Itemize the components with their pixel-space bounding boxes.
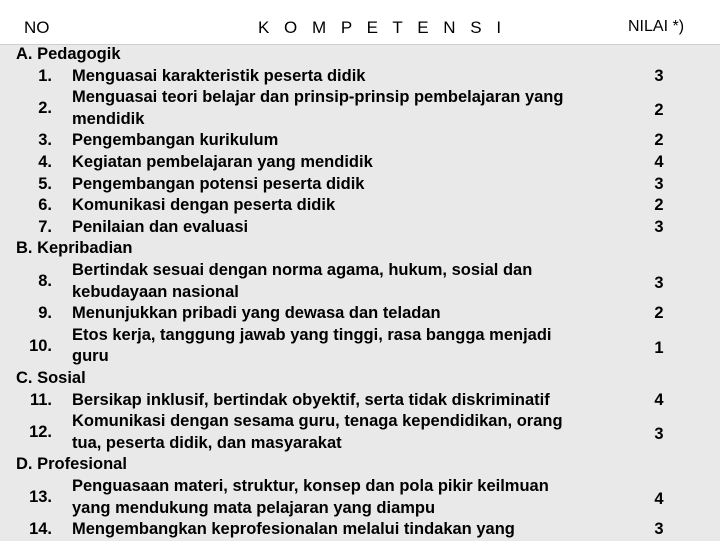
- competency-text: Bertindak sesuai dengan norma agama, hukum, sosial dan: [72, 261, 533, 279]
- header-kompetensi: K O M P E T E N S I: [258, 18, 507, 37]
- competency-text: yang mendukung mata pelajaran yang diampu: [72, 498, 436, 517]
- competency-text: Menguasai karakteristik peserta didik: [72, 66, 366, 85]
- nilai-value: 1: [654, 338, 664, 357]
- nilai-value: 4: [654, 153, 664, 171]
- header-nilai: NILAI *): [628, 18, 685, 35]
- competency-text: Menguasai teori belajar dan prinsip-prinsip pembelajaran yang: [72, 88, 564, 107]
- competency-text: Penilaian dan evaluasi: [72, 217, 249, 236]
- row-number: 12.: [29, 423, 52, 441]
- nilai-value: 3: [654, 425, 664, 443]
- competency-text: kebudayaan nasional: [72, 282, 239, 301]
- section-heading: D. Profesional: [16, 455, 127, 474]
- row-number: 6.: [38, 196, 52, 215]
- nilai-value: 3: [654, 174, 664, 193]
- competency-text: Bersikap inklusif, bertindak obyektif, serta tidak diskriminatif: [72, 390, 550, 409]
- row-number: 4.: [38, 153, 52, 171]
- competency-text: Mengembangkan keprofesionalan melalui tindakan yang: [72, 520, 515, 539]
- section-heading: C. Sosial: [16, 369, 86, 387]
- competency-text: tua, peserta didik, dan masyarakat: [72, 433, 342, 452]
- competency-text: guru: [72, 347, 109, 366]
- competency-text: mendidik: [72, 109, 145, 128]
- row-number: 10.: [29, 336, 52, 355]
- competency-text: Penguasaan materi, struktur, konsep dan pola pikir keilmuan: [72, 477, 549, 495]
- row-number: 3.: [38, 131, 52, 150]
- competency-text: Pengembangan kurikulum: [72, 131, 279, 150]
- competency-text: Pengembangan potensi peserta didik: [72, 174, 365, 193]
- row-number: 13.: [29, 487, 52, 506]
- nilai-value: 3: [654, 217, 664, 236]
- row-number: 8.: [38, 271, 52, 290]
- row-number: 5.: [38, 174, 52, 193]
- competency-text: Komunikasi dengan peserta didik: [72, 196, 336, 215]
- nilai-value: 2: [654, 131, 664, 150]
- row-number: 14.: [29, 520, 52, 539]
- nilai-value: 2: [654, 304, 664, 323]
- nilai-value: 3: [654, 520, 664, 539]
- nilai-value: 2: [654, 196, 664, 215]
- section-heading: A. Pedagogik: [16, 45, 121, 63]
- header-no: NO: [24, 18, 50, 37]
- competency-text: Komunikasi dengan sesama guru, tenaga kependidikan, orang: [72, 412, 563, 431]
- row-number: 9.: [38, 304, 52, 323]
- row-number: 7.: [38, 217, 52, 236]
- section-heading: B. Kepribadian: [16, 239, 133, 258]
- competency-text: Etos kerja, tanggung jawab yang tinggi, rasa bangga menjadi: [72, 325, 552, 344]
- nilai-value: 4: [654, 390, 664, 409]
- nilai-value: 4: [654, 489, 664, 508]
- competency-text: Menunjukkan pribadi yang dewasa dan teladan: [72, 304, 441, 323]
- competency-text: Kegiatan pembelajaran yang mendidik: [72, 153, 373, 171]
- row-number: 1.: [38, 66, 52, 85]
- nilai-value: 3: [654, 66, 664, 85]
- nilai-value: 2: [654, 101, 664, 119]
- row-number: 2.: [38, 99, 52, 117]
- nilai-value: 3: [654, 273, 664, 292]
- row-number: 11.: [29, 390, 52, 409]
